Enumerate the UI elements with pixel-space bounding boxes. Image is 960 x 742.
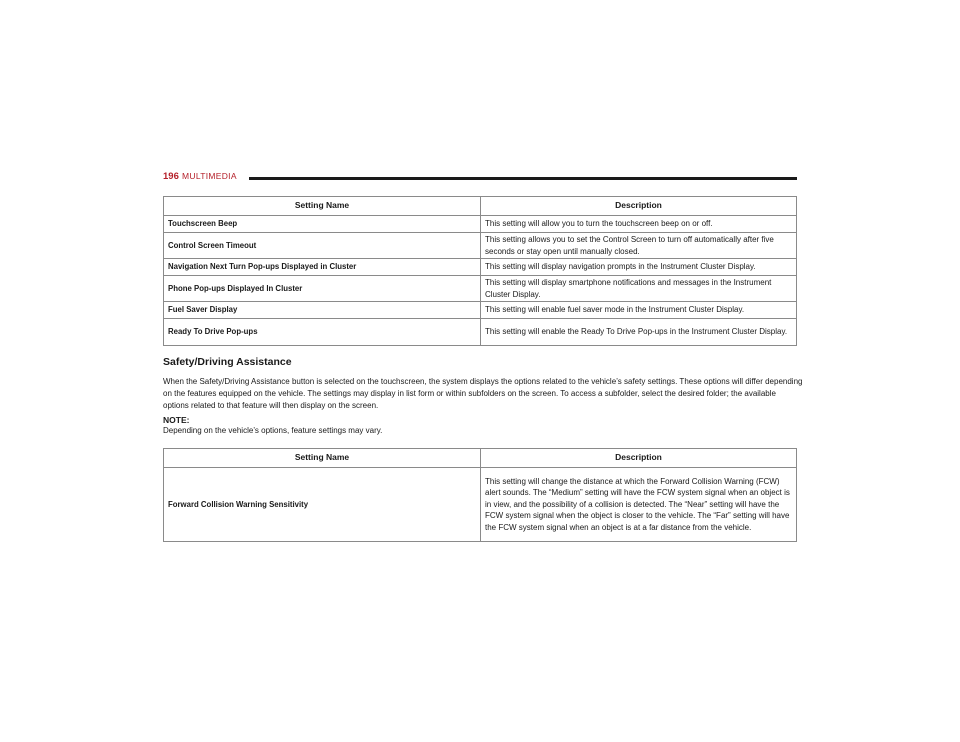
table-row <box>164 216 797 233</box>
table-header-row <box>164 197 797 216</box>
column-header-setting-name: Setting Name <box>164 449 481 468</box>
setting-description: This setting will display navigation prompts in the Instrument Cluster Display. <box>481 259 797 276</box>
table-header-row <box>164 449 797 468</box>
page-header <box>163 171 797 185</box>
header-rule <box>249 177 797 180</box>
setting-name: Fuel Saver Display <box>164 302 481 319</box>
note-text: Depending on the vehicle’s options, feature settings may vary. <box>163 426 383 435</box>
setting-name: Control Screen Timeout <box>164 233 481 259</box>
table-row <box>164 276 797 302</box>
column-header-description: Description <box>481 449 797 468</box>
setting-description: This setting will display smartphone notifications and messages in the Instrument Cluster Display. <box>481 276 797 302</box>
settings-table-display <box>163 196 797 346</box>
column-header-setting-name: Setting Name <box>164 197 481 216</box>
table-row <box>164 468 797 542</box>
setting-name: Phone Pop-ups Displayed In Cluster <box>164 276 481 302</box>
setting-name: Navigation Next Turn Pop-ups Displayed in Cluster <box>164 259 481 276</box>
setting-description: This setting allows you to set the Control Screen to turn off automatically after five seconds or stay open until manually closed. <box>481 233 797 259</box>
page-number: 196 <box>163 171 179 182</box>
setting-description: This setting will enable the Ready To Drive Pop-ups in the Instrument Cluster Display. <box>481 319 797 346</box>
table-row <box>164 259 797 276</box>
setting-description: This setting will enable fuel saver mode in the Instrument Cluster Display. <box>481 302 797 319</box>
column-header-description: Description <box>481 197 797 216</box>
setting-name: Touchscreen Beep <box>164 216 481 233</box>
setting-description: This setting will allow you to turn the touchscreen beep on or off. <box>481 216 797 233</box>
setting-description: This setting will change the distance at which the Forward Collision Warning (FCW) alert sounds. The “Medium” setting will have the FCW system signal when an object is in view, and the possibility of a collision is detected. The “Near” setting will have the FCW system signal when the object is closer to the vehicle. The “Far” setting will have the FCW system signal when an object is at a far distance from the vehicle. <box>481 468 797 542</box>
setting-name: Forward Collision Warning Sensitivity <box>164 468 481 542</box>
setting-name: Ready To Drive Pop-ups <box>164 319 481 346</box>
section-paragraph: When the Safety/Driving Assistance button is selected on the touchscreen, the system displays the options related to the vehicle’s safety settings. These options will differ depending on the features equipped on the vehicle. The settings may display in list form or within subfolders on the screen. To access a subfolder, select the desired folder; the available options related to that feature will then display on the screen. <box>163 377 803 410</box>
section-name: MULTIMEDIA <box>182 171 237 181</box>
table-row <box>164 302 797 319</box>
note-label: NOTE: <box>163 415 190 425</box>
settings-table-safety <box>163 448 797 542</box>
table-row <box>164 233 797 259</box>
table-row <box>164 319 797 346</box>
section-heading: Safety/Driving Assistance <box>163 356 292 368</box>
